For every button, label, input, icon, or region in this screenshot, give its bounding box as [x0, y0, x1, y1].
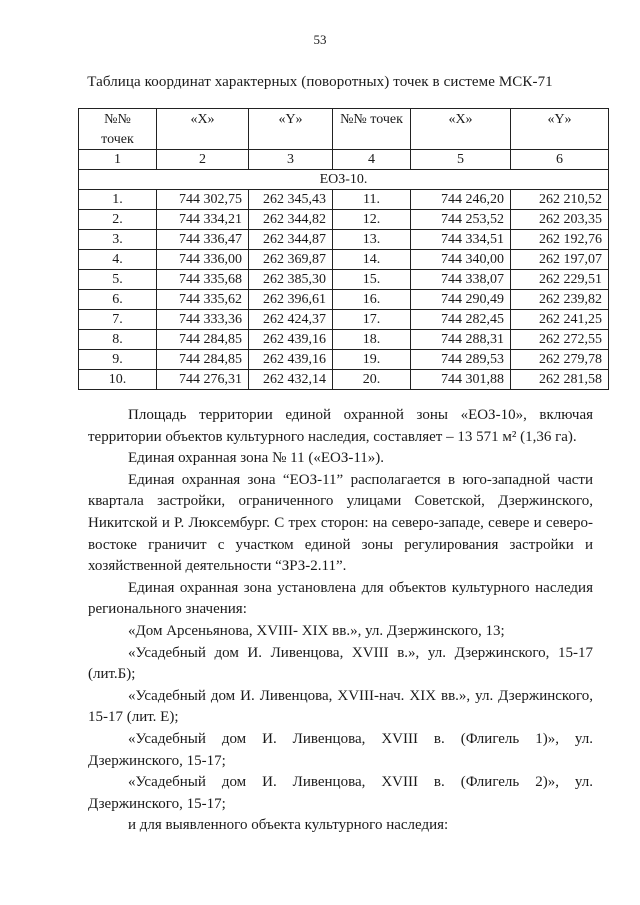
- header-point-number-1-line2: точек: [79, 131, 157, 150]
- x-value: 744 335,62: [157, 290, 249, 310]
- x-value: 744 340,00: [411, 250, 511, 270]
- x-value: 744 282,45: [411, 310, 511, 330]
- y-value: 262 344,87: [249, 230, 333, 250]
- paragraph: Единая охранная зона № 11 («ЕОЗ-11»).: [128, 450, 385, 467]
- table-row: [79, 330, 609, 350]
- point-number: 14.: [333, 250, 411, 270]
- point-number: 7.: [79, 310, 157, 330]
- paragraph: «Усадебный дом И. Ливенцова, XVIII в. (Флигель 1)», ул. Дзержинского, 15-17;: [88, 730, 593, 769]
- coordinates-table: [78, 108, 609, 390]
- x-value: 744 302,75: [157, 190, 249, 210]
- paragraph: Площадь территории единой охранной зоны «ЕОЗ-10», включая территории объектов культурного наследия, составляет – 13 571 м² (1,36 га).: [88, 407, 593, 445]
- y-value: 262 385,30: [249, 270, 333, 290]
- point-number: 3.: [79, 230, 157, 250]
- point-number: 6.: [79, 290, 157, 310]
- header-y-2: «Y»: [511, 109, 609, 132]
- page-number: 53: [313, 32, 327, 47]
- column-number: 5: [411, 150, 511, 170]
- column-number: 3: [249, 150, 333, 170]
- y-value: 262 432,14: [249, 370, 333, 390]
- point-number: 12.: [333, 210, 411, 230]
- paragraph: Единая охранная зона установлена для объектов культурного наследия регионального значения:: [88, 579, 593, 618]
- x-value: 744 288,31: [411, 330, 511, 350]
- table-row: [79, 250, 609, 270]
- point-number: 5.: [79, 270, 157, 290]
- paragraph: «Дом Арсеньянова, XVIII- XIX вв.», ул. Дзержинского, 13;: [128, 622, 505, 639]
- y-value: 262 396,61: [249, 290, 333, 310]
- y-value: 262 203,35: [511, 210, 609, 230]
- paragraph: Единая охранная зона “ЕОЗ-11” располагается в юго-западной части квартала застройки, ограниченного улицами Советской, Дзержинского, Никитской и Р. Люксембург. С трех сторон: на северо-западе, севере и северо-востоке граничит с участком единой зоны регулирования застройки и хозяйственной деятельности “ЗРЗ-2.11”.: [88, 471, 593, 575]
- x-value: 744 336,47: [157, 230, 249, 250]
- y-value: 262 197,07: [511, 250, 609, 270]
- x-value: 744 284,85: [157, 330, 249, 350]
- x-value: 744 246,20: [411, 190, 511, 210]
- y-value: 262 272,55: [511, 330, 609, 350]
- table-row: [79, 370, 609, 390]
- point-number: 8.: [79, 330, 157, 350]
- y-value: 262 439,16: [249, 350, 333, 370]
- point-number: 16.: [333, 290, 411, 310]
- column-number: 1: [79, 150, 157, 170]
- x-value: 744 289,53: [411, 350, 511, 370]
- point-number: 20.: [333, 370, 411, 390]
- table-row: [79, 190, 609, 210]
- table-title: Таблица координат характерных (поворотных) точек в системе МСК-71: [87, 74, 553, 90]
- y-value: 262 210,52: [511, 190, 609, 210]
- header-point-number-1: №№: [79, 109, 157, 132]
- point-number: 4.: [79, 250, 157, 270]
- y-value: 262 369,87: [249, 250, 333, 270]
- table-header-row: [79, 109, 609, 132]
- point-number: 1.: [79, 190, 157, 210]
- column-number: 2: [157, 150, 249, 170]
- point-number: 18.: [333, 330, 411, 350]
- y-value: 262 344,82: [249, 210, 333, 230]
- x-value: 744 276,31: [157, 370, 249, 390]
- y-value: 262 439,16: [249, 330, 333, 350]
- point-number: 10.: [79, 370, 157, 390]
- table-row: [79, 230, 609, 250]
- column-number: 4: [333, 150, 411, 170]
- point-number: 19.: [333, 350, 411, 370]
- point-number: 11.: [333, 190, 411, 210]
- y-value: 262 241,25: [511, 310, 609, 330]
- paragraph: «Усадебный дом И. Ливенцова, XVIII в. (Флигель 2)», ул. Дзержинского, 15-17;: [88, 774, 593, 812]
- point-number: 17.: [333, 310, 411, 330]
- header-x-2: «X»: [411, 109, 511, 132]
- paragraph: «Усадебный дом И. Ливенцова, XVIII в.», ул. Дзержинского, 15-17 (лит.Б);: [88, 644, 593, 683]
- table-row: [79, 210, 609, 230]
- x-value: 744 290,49: [411, 290, 511, 310]
- column-number: 6: [511, 150, 609, 170]
- y-value: 262 192,76: [511, 230, 609, 250]
- paragraph: и для выявленного объекта культурного наследия:: [128, 817, 449, 834]
- y-value: 262 424,37: [249, 310, 333, 330]
- y-value: 262 239,82: [511, 290, 609, 310]
- x-value: 744 338,07: [411, 270, 511, 290]
- header-x-1: «X»: [157, 109, 249, 132]
- point-number: 13.: [333, 230, 411, 250]
- table-row: [79, 310, 609, 330]
- y-value: 262 279,78: [511, 350, 609, 370]
- x-value: 744 334,51: [411, 230, 511, 250]
- table-row: [79, 270, 609, 290]
- point-number: 9.: [79, 350, 157, 370]
- header-y-1: «Y»: [249, 109, 333, 132]
- point-number: 2.: [79, 210, 157, 230]
- body-text: [88, 405, 593, 837]
- x-value: 744 253,52: [411, 210, 511, 230]
- paragraph: «Усадебный дом И. Ливенцова, XVIII-нач. XIX вв.», ул. Дзержинского, 15-17 (лит. Е);: [88, 687, 593, 726]
- table-header-row-2: [79, 131, 609, 150]
- group-label: ЕОЗ-10.: [79, 170, 609, 190]
- x-value: 744 301,88: [411, 370, 511, 390]
- x-value: 744 334,21: [157, 210, 249, 230]
- x-value: 744 284,85: [157, 350, 249, 370]
- y-value: 262 229,51: [511, 270, 609, 290]
- y-value: 262 281,58: [511, 370, 609, 390]
- x-value: 744 336,00: [157, 250, 249, 270]
- column-number-row: [79, 150, 609, 170]
- table-row: [79, 350, 609, 370]
- x-value: 744 335,68: [157, 270, 249, 290]
- table-row: [79, 290, 609, 310]
- x-value: 744 333,36: [157, 310, 249, 330]
- header-point-number-2: №№ точек: [333, 109, 411, 132]
- y-value: 262 345,43: [249, 190, 333, 210]
- point-number: 15.: [333, 270, 411, 290]
- group-row: [79, 170, 609, 190]
